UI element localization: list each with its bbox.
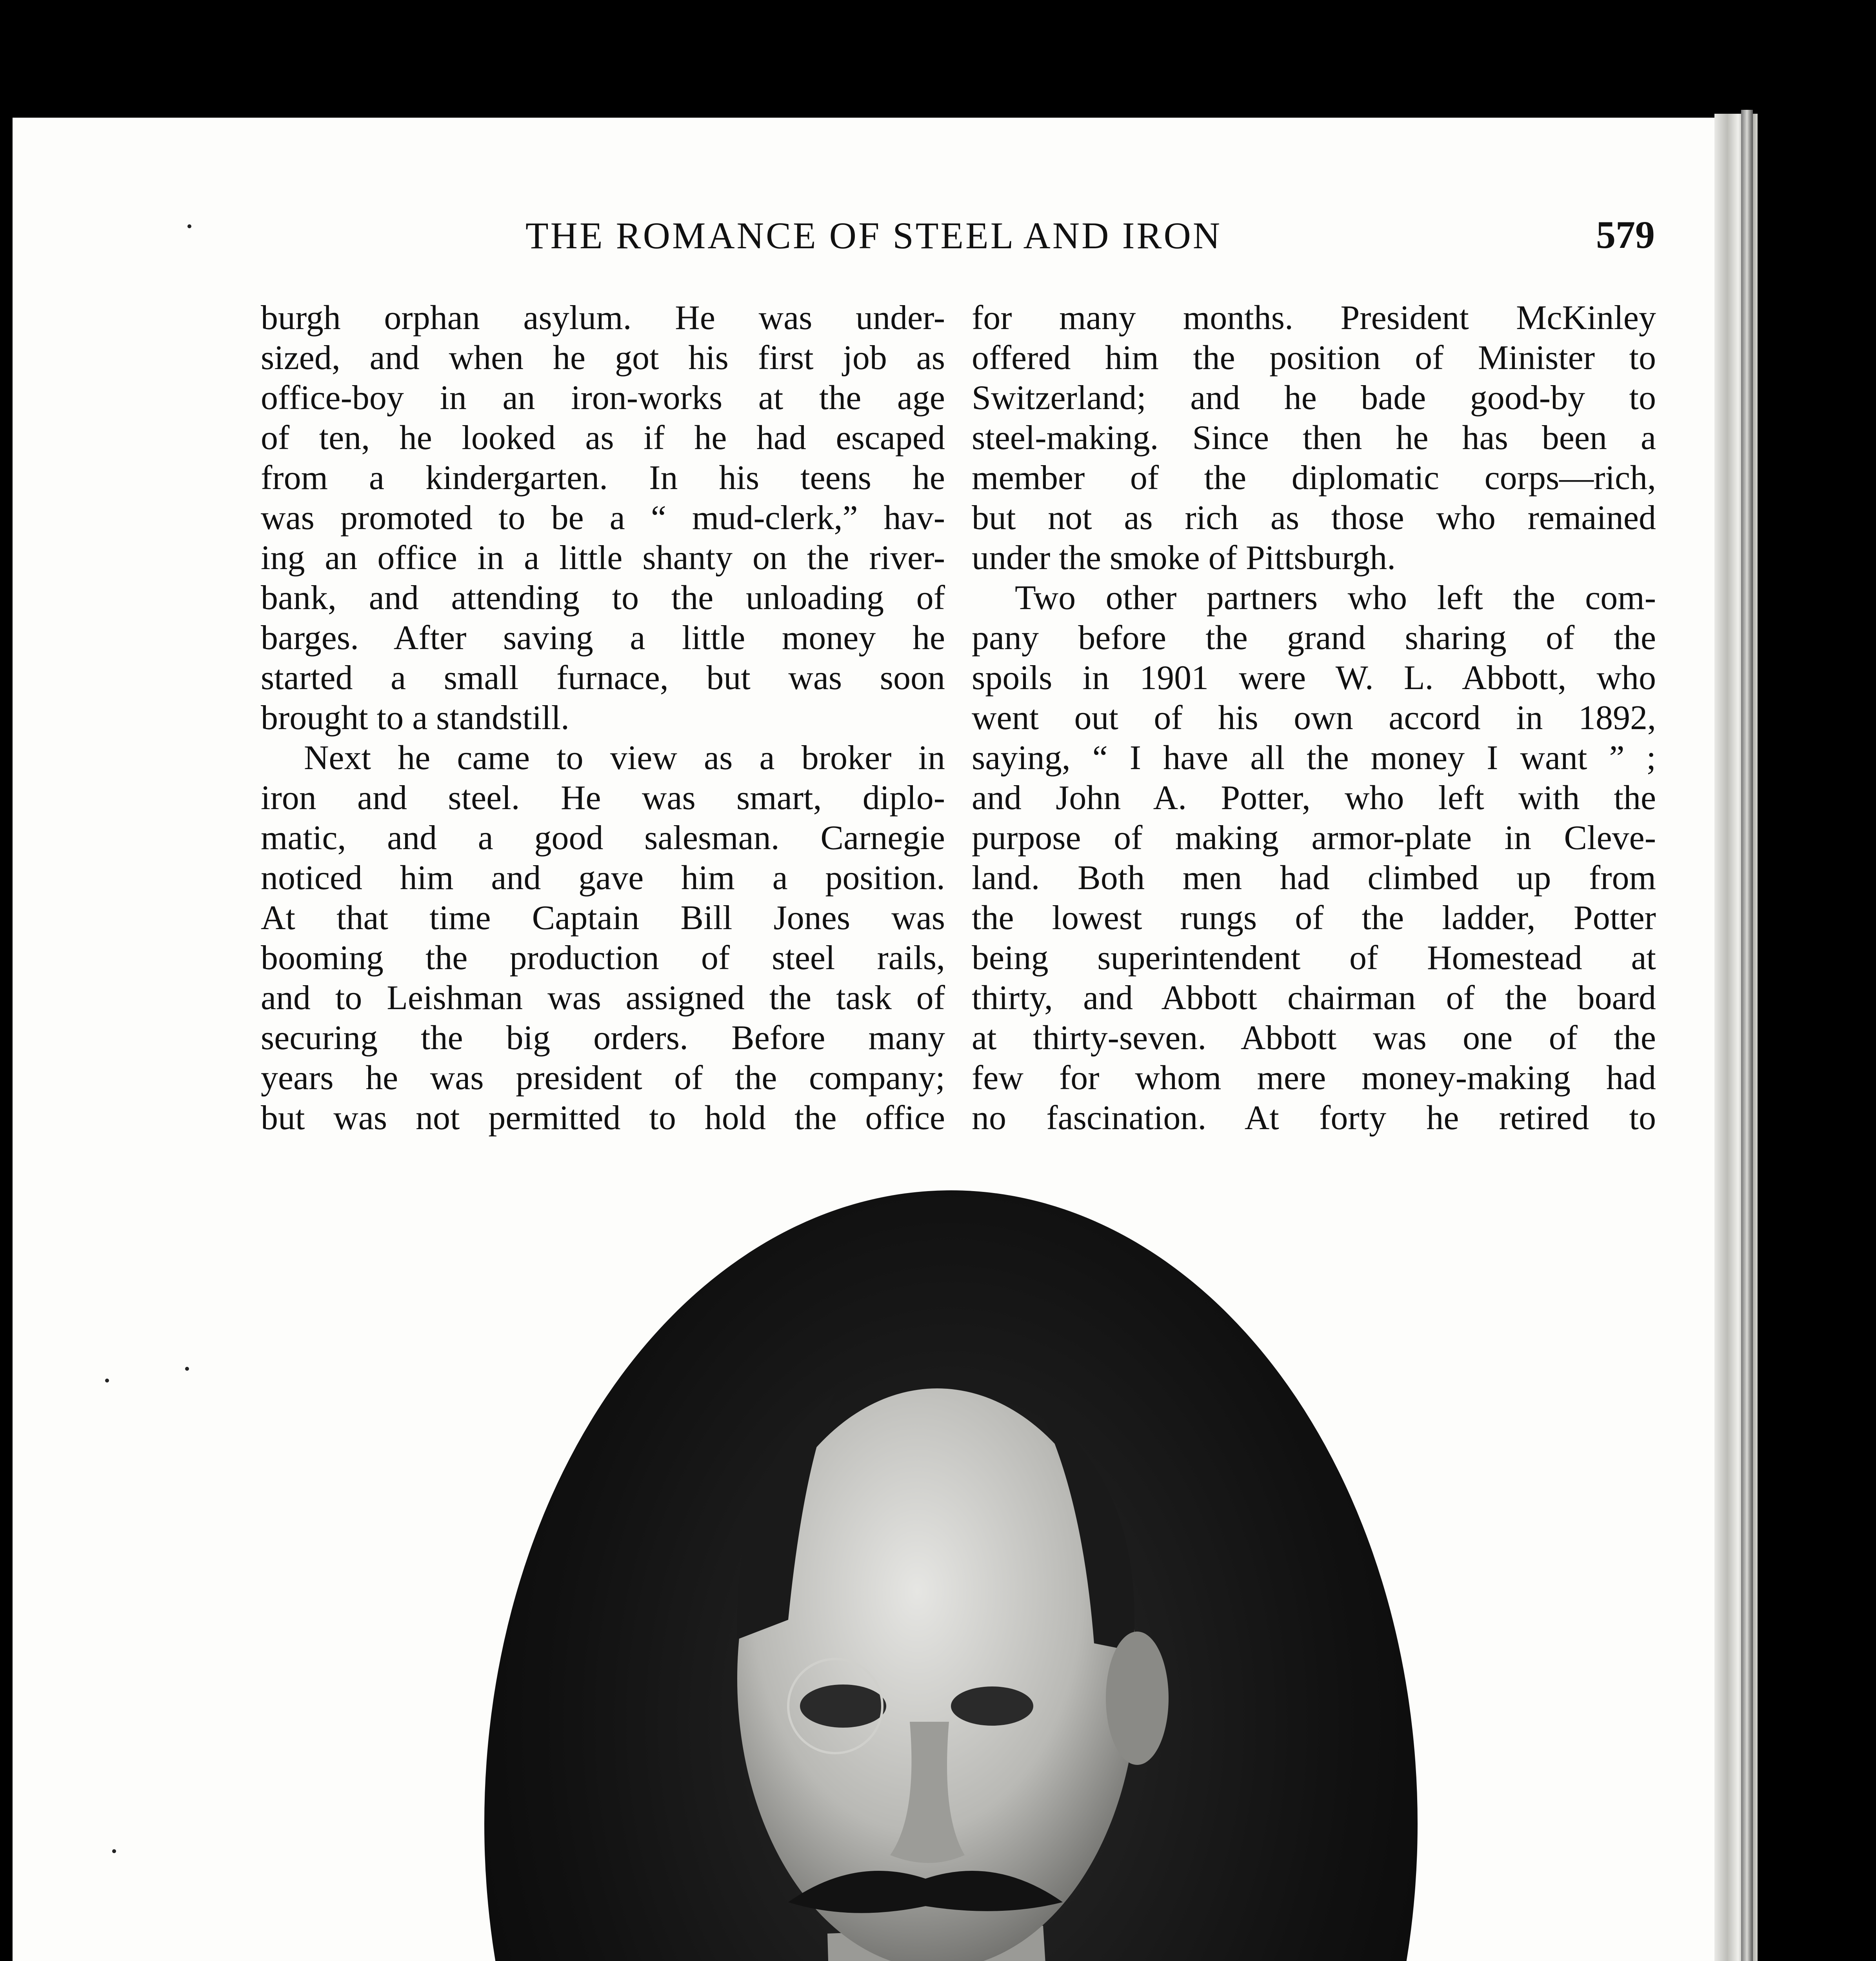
- text-line: burgh orphan asylum. He was under-: [261, 299, 945, 337]
- text-line: matic, and a good salesman. Carnegie: [261, 819, 945, 857]
- text-line: few for whom mere money-making had: [972, 1059, 1656, 1097]
- text-line: securing the big orders. Before many: [261, 1019, 945, 1057]
- page-number: 579: [1596, 213, 1655, 256]
- text-line: brought to a standstill.: [261, 699, 570, 737]
- text-line: thirty, and Abbott chairman of the board: [972, 979, 1656, 1017]
- running-header: [525, 214, 1655, 261]
- text-line: of ten, he looked as if he had escaped: [261, 419, 945, 457]
- text-line: land. Both men had climbed up from: [972, 859, 1656, 897]
- running-title: THE ROMANCE OF STEEL AND IRON: [525, 215, 1222, 256]
- margin-speck: [185, 1367, 189, 1371]
- left-eye: [800, 1684, 886, 1728]
- portrait-photograph: [482, 1188, 1420, 1961]
- text-line: iron and steel. He was smart, diplo-: [261, 779, 945, 817]
- text-line: started a small furnace, but was soon: [261, 659, 945, 697]
- right-eye: [951, 1686, 1033, 1726]
- text-line: but not as rich as those who remained: [972, 499, 1656, 537]
- margin-speck: [112, 1849, 116, 1853]
- text-line: bank, and attending to the unloading of: [261, 579, 945, 617]
- text-line: no fascination. At forty he retired to: [972, 1099, 1656, 1137]
- margin-speck: [187, 224, 191, 228]
- page-edge-stack: [1741, 110, 1753, 1961]
- text-line: barges. After saving a little money he: [261, 619, 945, 657]
- text-line: member of the diplomatic corps—rich,: [972, 459, 1656, 497]
- text-line: and John A. Potter, who left with the: [972, 779, 1656, 817]
- left-column: [261, 298, 945, 1138]
- text-line: offered him the position of Minister to: [972, 339, 1656, 377]
- text-line: purpose of making armor-plate in Cleve-: [972, 819, 1656, 857]
- text-line: ing an office in a little shanty on the river-: [261, 539, 945, 577]
- right-column: [972, 298, 1656, 1138]
- text-line: spoils in 1901 were W. L. Abbott, who: [972, 659, 1656, 697]
- text-line: but was not permitted to hold the office: [261, 1099, 945, 1137]
- text-line: sized, and when he got his first job as: [261, 339, 945, 377]
- text-line: Two other partners who left the com-: [1015, 579, 1656, 617]
- text-line: for many months. President McKinley: [972, 299, 1656, 337]
- text-line: and to Leishman was assigned the task of: [261, 979, 945, 1017]
- text-line: office-boy in an iron-works at the age: [261, 379, 945, 417]
- text-line: saying, “ I have all the money I want ” ;: [972, 739, 1656, 777]
- text-line: from a kindergarten. In his teens he: [261, 459, 945, 497]
- text-line: years he was president of the company;: [261, 1059, 945, 1097]
- text-line: the lowest rungs of the ladder, Potter: [972, 899, 1656, 937]
- text-line: was promoted to be a “ mud-clerk,” hav-: [261, 499, 945, 537]
- text-line: At that time Captain Bill Jones was: [261, 899, 945, 937]
- text-line: under the smoke of Pittsburgh.: [972, 539, 1396, 577]
- margin-speck: [105, 1379, 109, 1383]
- text-line: Next he came to view as a broker in: [304, 739, 945, 777]
- text-line: noticed him and gave him a position.: [261, 859, 945, 897]
- text-line: booming the production of steel rails,: [261, 939, 945, 977]
- text-line: being superintendent of Homestead at: [972, 939, 1656, 977]
- text-line: went out of his own accord in 1892,: [972, 699, 1656, 737]
- text-line: steel-making. Since then he has been a: [972, 419, 1656, 457]
- text-line: Switzerland; and he bade good-by to: [972, 379, 1656, 417]
- text-line: at thirty-seven. Abbott was one of the: [972, 1019, 1656, 1057]
- text-line: pany before the grand sharing of the: [972, 619, 1656, 657]
- ear: [1106, 1632, 1169, 1765]
